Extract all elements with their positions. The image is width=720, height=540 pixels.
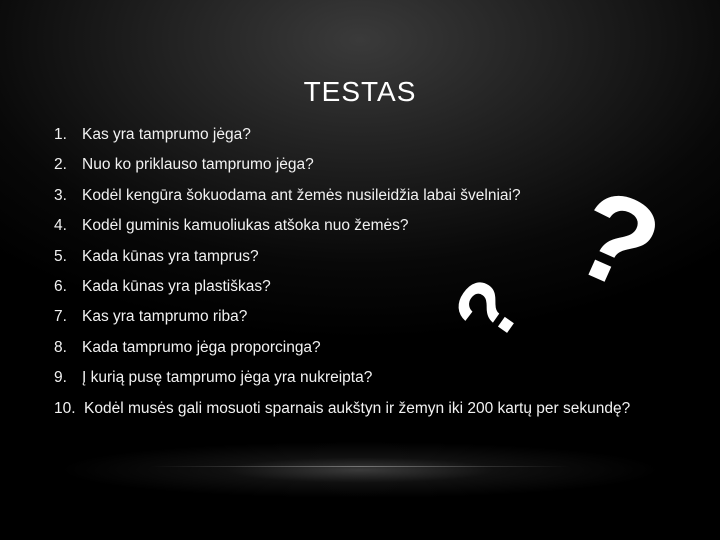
question-number: 10. <box>54 399 76 417</box>
question-item <box>54 369 654 386</box>
floor-glow <box>60 440 660 500</box>
question-text: Kada tamprumo jėga proporcinga? <box>82 338 321 356</box>
question-number: 9. <box>54 369 67 387</box>
question-text: Kodėl kengūra šokuodama ant žemės nusileidžia labai švelniai? <box>82 186 521 204</box>
question-text: Kada kūnas yra tamprus? <box>82 247 259 265</box>
question-number: 3. <box>54 186 67 204</box>
question-number: 8. <box>54 338 67 356</box>
question-item <box>54 400 654 417</box>
question-text: Kada kūnas yra plastiškas? <box>82 277 271 295</box>
question-item <box>54 156 654 173</box>
question-number: 2. <box>54 156 67 174</box>
question-number: 5. <box>54 247 67 265</box>
question-text: Nuo ko priklauso tamprumo jėga? <box>82 156 314 174</box>
question-text: Į kurią pusę tamprumo jėga yra nukreipta? <box>82 369 373 387</box>
question-text: Kodėl musės gali mosuoti sparnais aukštyn ir žemyn iki 200 kartų per sekundę? <box>84 399 631 417</box>
question-item <box>54 217 654 234</box>
question-item <box>54 308 654 325</box>
question-mark-small-icon: ? <box>434 262 541 358</box>
question-number: 4. <box>54 217 67 235</box>
question-item <box>54 126 654 143</box>
question-number: 7. <box>54 308 67 326</box>
slide-title: TESTAS <box>303 76 417 107</box>
question-number: 6. <box>54 277 67 295</box>
question-text: Kodėl guminis kamuoliukas atšoka nuo žemės? <box>82 217 409 235</box>
question-item <box>54 339 654 356</box>
question-number: 1. <box>54 126 67 143</box>
floor-reflection <box>150 466 570 467</box>
question-item <box>54 187 654 204</box>
question-mark-large-icon: ? <box>553 161 680 320</box>
question-text: Kas yra tamprumo riba? <box>82 308 248 326</box>
question-text: Kas yra tamprumo jėga? <box>82 126 251 143</box>
